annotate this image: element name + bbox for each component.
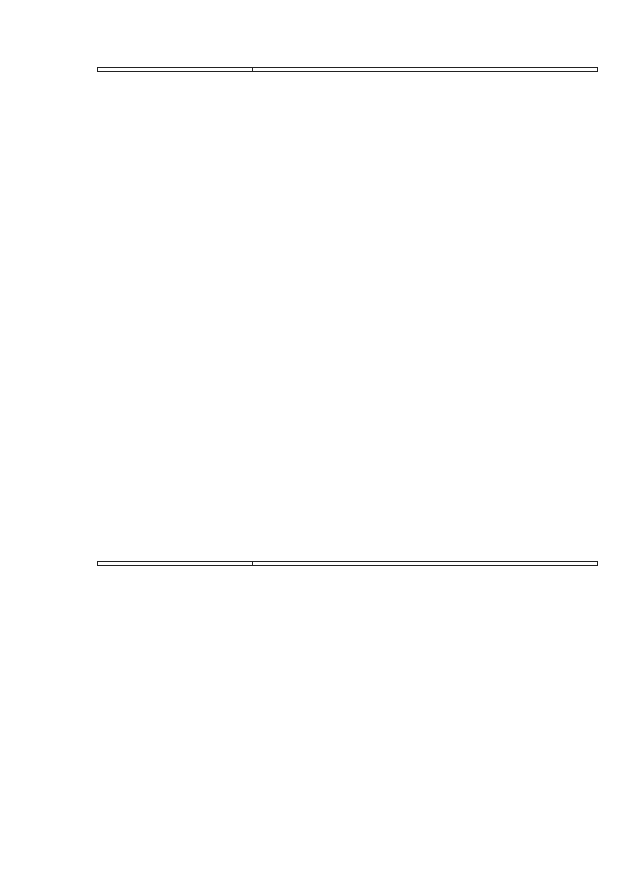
table-row xyxy=(98,68,598,72)
budget-label-cell xyxy=(98,562,253,566)
indicators-cell xyxy=(253,68,598,72)
table-row xyxy=(98,562,598,566)
budget-value-cell xyxy=(253,562,598,566)
indicators-table xyxy=(97,67,598,72)
empty-left-cell xyxy=(98,68,253,72)
budget-table xyxy=(97,561,598,566)
